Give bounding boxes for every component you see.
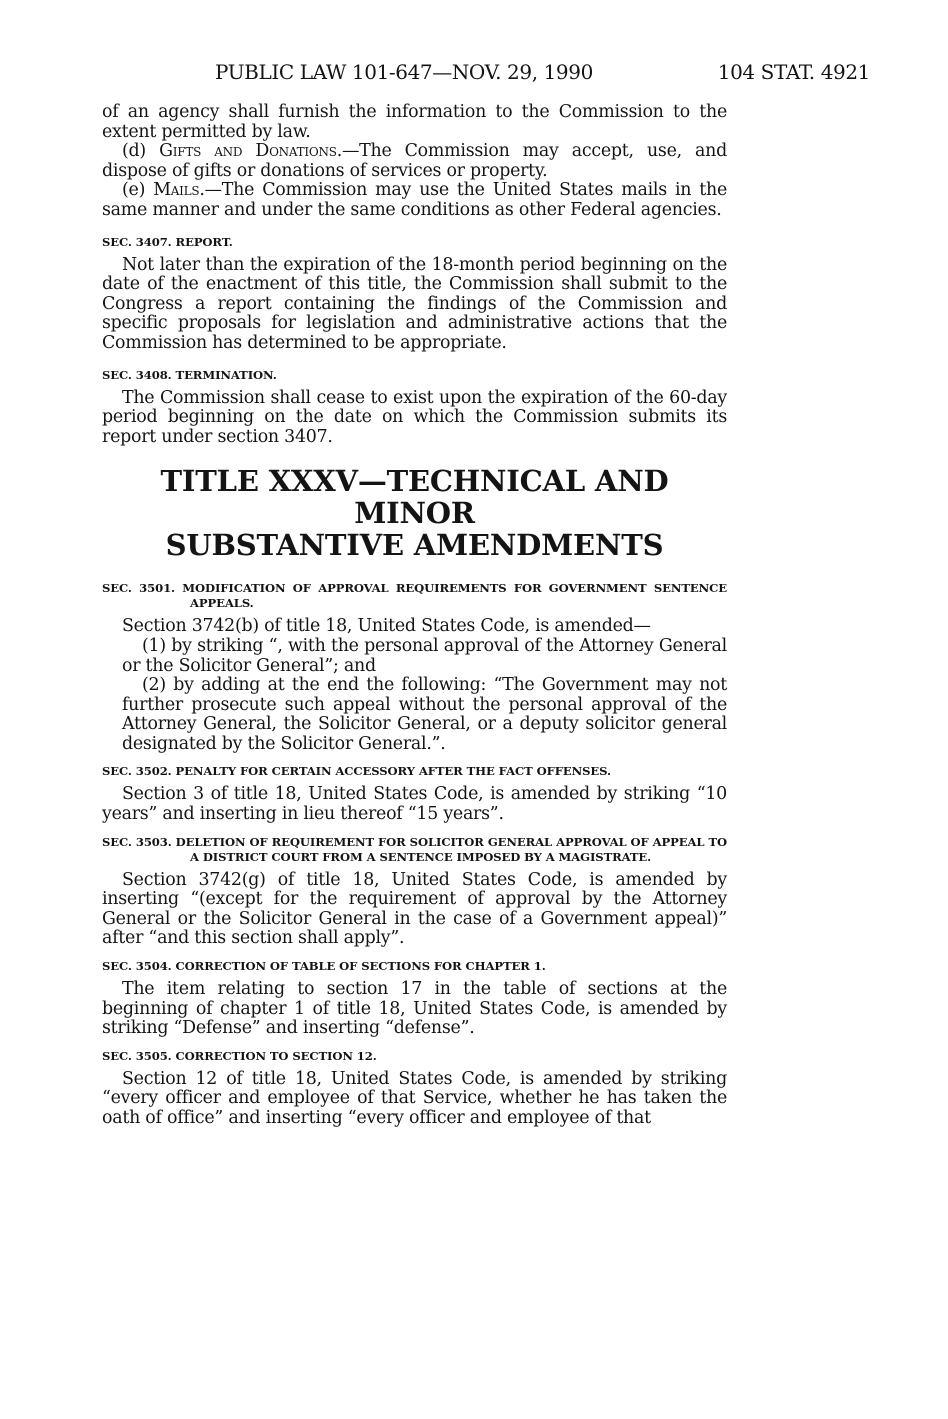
- section-text-3501-intro: Section 3742(b) of title 18, United States Code, is amended—: [122, 616, 651, 637]
- section-3501-item-1: (1) by striking “, with the personal approval of the Attorney General or the Solicitor General”; and: [122, 635, 727, 676]
- section-heading-3503: SEC. 3503. DELETION OF REQUIREMENT FOR SOLICITOR GENERAL APPROVAL OF APPEAL TO A DISTRICT COURT FROM A SENTENCE IMPOSED BY A MAGISTRATE.: [102, 834, 727, 864]
- page-header: [215, 60, 870, 90]
- subsection-heading: Gifts and Donations.: [159, 141, 342, 162]
- section-text-3504: The item relating to section 17 in the table of sections at the beginning of chapter 1 of title 18, United States Code, is amended by striking “Defense” and inserting “defense”.: [102, 979, 727, 1039]
- subsection-heading: Mails.: [153, 180, 205, 201]
- paragraph-mails: (e) Mails.—The Commission may use the United States mails in the same manner and under the same conditions as other Federal agencies.: [102, 180, 728, 220]
- section-3501-item-2: (2) by adding at the end the following: “The Government may not further prosecute such appeal without the personal approval of the Attorney General, the Solicitor General, or a deputy solicitor general designated by the Solicitor General.”.: [122, 675, 727, 754]
- section-text-3408: The Commission shall cease to exist upon the expiration of the 60-day period beginning on the date on which the Commission submits its report under section 3407.: [102, 387, 727, 447]
- section-heading-3408: SEC. 3408. TERMINATION.: [102, 367, 277, 382]
- header-stat-page: 104 STAT. 4921: [717, 60, 870, 84]
- document-body: [102, 103, 727, 1129]
- title-heading: [102, 465, 727, 561]
- section-heading-3505: SEC. 3505. CORRECTION TO SECTION 12.: [102, 1048, 377, 1063]
- title-line-1: TITLE XXXV—TECHNICAL AND MINOR: [160, 464, 669, 531]
- section-heading-3501: SEC. 3501. MODIFICATION OF APPROVAL REQUIREMENTS FOR GOVERNMENT SENTENCE APPEALS.: [102, 581, 727, 611]
- header-public-law: PUBLIC LAW 101-647—NOV. 29, 1990: [215, 60, 593, 84]
- paragraph-agency-info: of an agency shall furnish the information to the Commission to the extent permitted by law.: [102, 102, 727, 142]
- section-heading-3502: SEC. 3502. PENALTY FOR CERTAIN ACCESSORY AFTER THE FACT OFFENSES.: [102, 764, 611, 779]
- section-text-3502: Section 3 of title 18, United States Code, is amended by striking “10 years” and inserting in lieu thereof “15 years”.: [102, 784, 727, 825]
- section-heading-3407: SEC. 3407. REPORT.: [102, 234, 233, 249]
- title-line-2: SUBSTANTIVE AMENDMENTS: [165, 528, 664, 563]
- section-text-3503: Section 3742(g) of title 18, United States Code, is amended by inserting “(except for the requirement of approval by the Attorney General or the Solicitor General in the case of a Government appeal)” after “and this section shall apply”.: [102, 869, 727, 949]
- section-text-3407: Not later than the expiration of the 18-month period beginning on the date of the enactment of this title, the Commission shall submit to the Congress a report containing the findings of the Commission and specific proposals for legislation and administrative actions that the Commission has determined to be appropriate.: [102, 254, 727, 353]
- paragraph-gifts-donations: (d) Gifts and Donations.—The Commission may accept, use, and dispose of gifts or donations of services or property.: [102, 141, 727, 181]
- section-heading-3504: SEC. 3504. CORRECTION OF TABLE OF SECTIONS FOR CHAPTER 1.: [102, 959, 546, 974]
- section-text-3505: Section 12 of title 18, United States Code, is amended by striking “every officer and employee of that Service, whether he has taken the oath of office” and inserting “every officer and employee of that: [102, 1068, 727, 1128]
